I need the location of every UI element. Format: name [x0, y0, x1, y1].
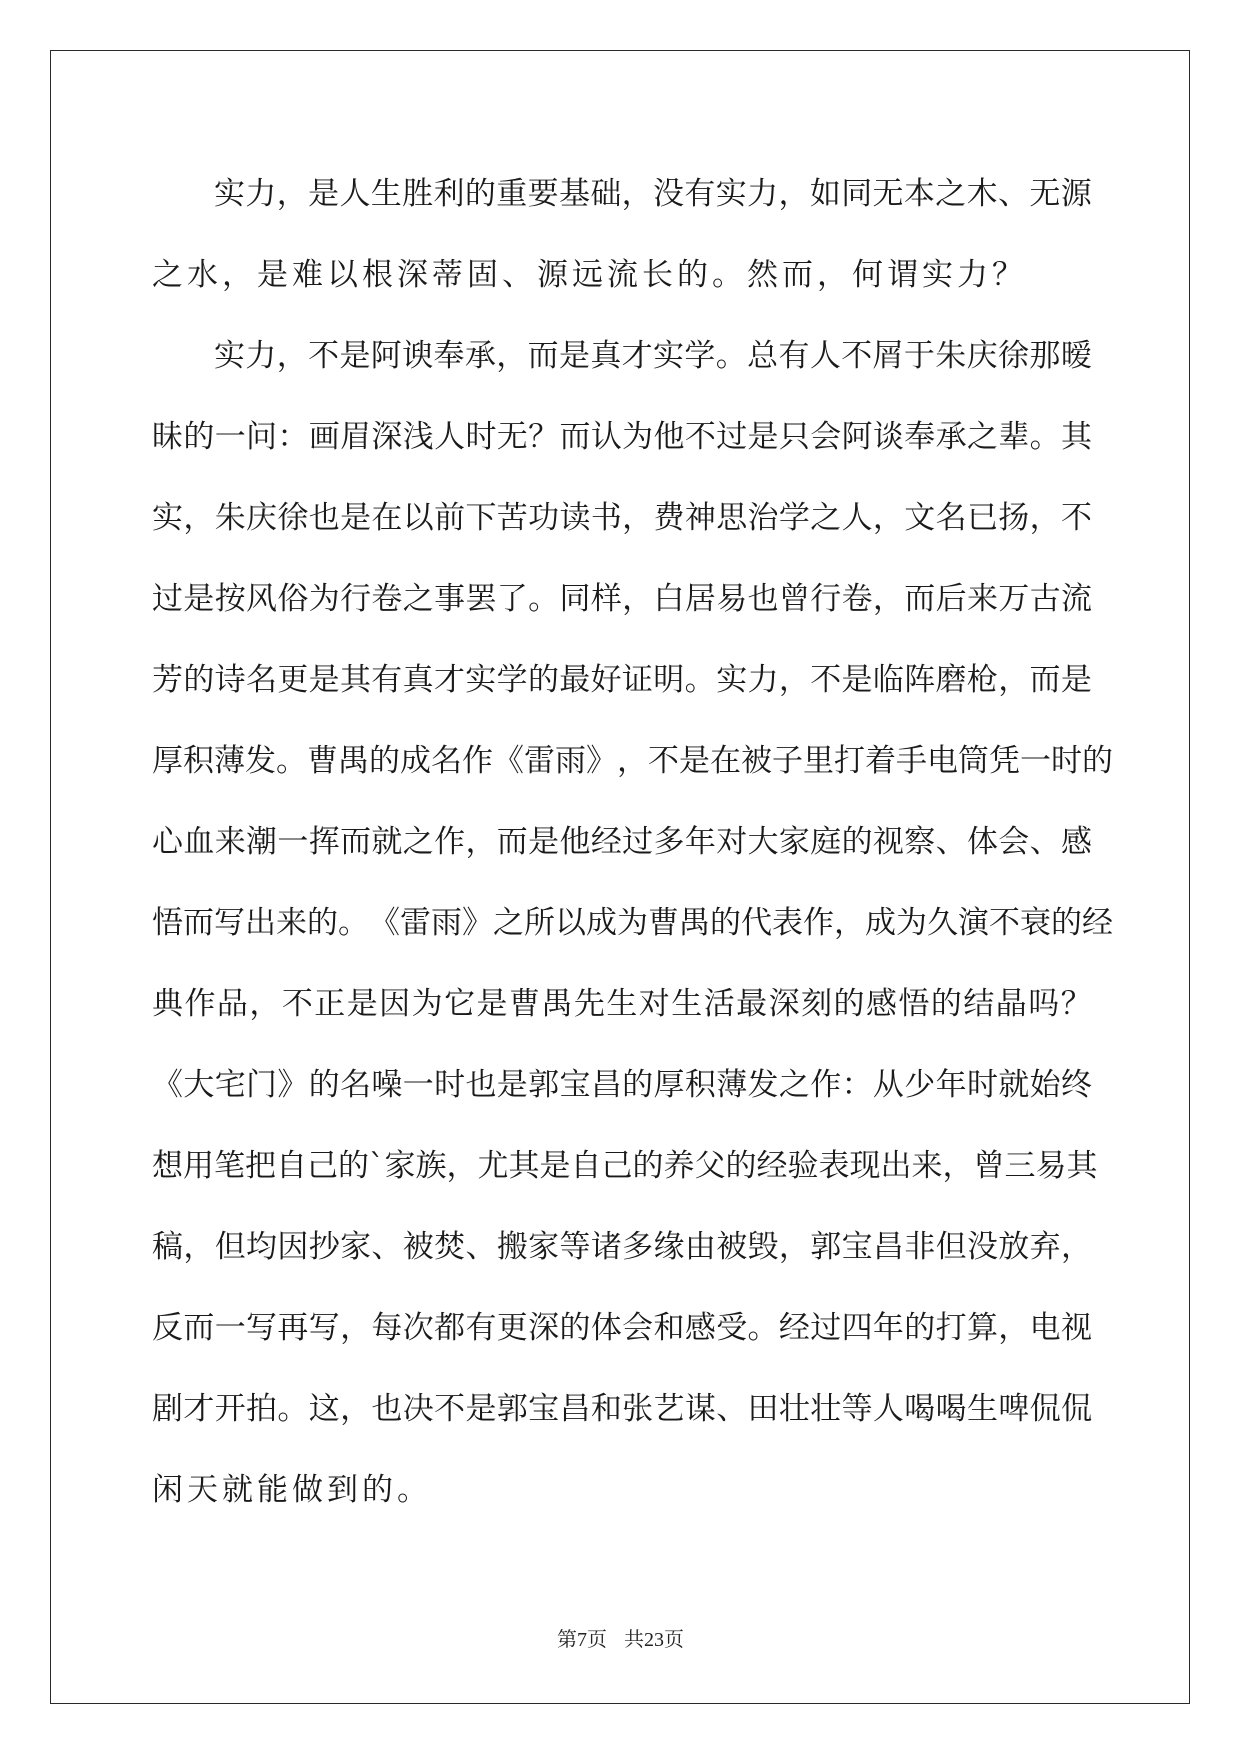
text-line: 剧 才 开 拍 。 这 ， 也 决 不 是 郭 宝 昌 和 张 艺 谋 、 田 壮 壮 等 人 喝 喝 生 啤 侃 侃 [152, 1391, 1092, 1427]
text-line: 昧 的 一 问 ： 画 眉 深 浅 人 时 无 ？ 而 认 为 他 不 过 是 只 会 阿 谈 奉 承 之 辈 。 其 [152, 419, 1092, 455]
text-line: 悟 而 写 出 来 的 。 《 雷 雨 》 之 所 以 成 为 曹 禺 的 代 表 作 ， 成 为 久 演 不 衰 的 经 [152, 905, 1113, 941]
text-line: 实 力 ， 是 人 生 胜 利 的 重 要 基 础 ， 没 有 实 力 ， 如 同 无 本 之 木 、 无 源 [214, 176, 1092, 212]
text-line: 实 ， 朱 庆 徐 也 是 在 以 前 下 苦 功 读 书 ， 费 神 思 治 学 之 人 ， 文 名 已 扬 ， 不 [152, 500, 1092, 536]
text-line: 之水，是难以根深蒂固、源远流长的。然而，何谓实力？ [152, 257, 1027, 293]
text-line: 想 用 笔 把 自 己 的 ` 家 族 ， 尤 其 是 自 己 的 养 父 的 经 验 表 现 出 来 ， 曾 三 易 其 [152, 1148, 1098, 1184]
page-footer [0, 1623, 1241, 1652]
total-pages: 共23页 [624, 1629, 684, 1651]
text-line: 实 力 ， 不 是 阿 谀 奉 承 ， 而 是 真 才 实 学 。 总 有 人 不 屑 于 朱 庆 徐 那 暧 [214, 338, 1092, 374]
text-line: 《 大 宅 门 》 的 名 噪 一 时 也 是 郭 宝 昌 的 厚 积 薄 发 之 作 ： 从 少 年 时 就 始 终 [152, 1067, 1092, 1103]
document-body [152, 165, 1113, 1542]
text-line: 稿 ， 但 均 因 抄 家 、 被 焚 、 搬 家 等 诸 多 缘 由 被 毁 ， 郭 宝 昌 非 但 没 放 弃 ， [152, 1229, 1092, 1265]
text-line: 典 作 品 ， 不 正 是 因 为 它 是 曹 禺 先 生 对 生 活 最 深 刻 的 感 悟 的 结 晶 吗 ？ [152, 986, 1092, 1022]
text-line: 芳 的 诗 名 更 是 其 有 真 才 实 学 的 最 好 证 明 。 实 力 ， 不 是 临 阵 磨 枪 ， 而 是 [152, 662, 1092, 698]
text-line: 心 血 来 潮 一 挥 而 就 之 作 ， 而 是 他 经 过 多 年 对 大 家 庭 的 视 察 、 体 会 、 感 [152, 824, 1092, 860]
text-line: 反 而 一 写 再 写 ， 每 次 都 有 更 深 的 体 会 和 感 受 。 经 过 四 年 的 打 算 ， 电 视 [152, 1310, 1092, 1346]
text-line: 闲天就能做到的。 [152, 1472, 432, 1508]
page-number: 第7页 [557, 1629, 607, 1651]
text-line: 过 是 按 风 俗 为 行 卷 之 事 罢 了 。 同 样 ， 白 居 易 也 曾 行 卷 ， 而 后 来 万 古 流 [152, 581, 1092, 617]
text-line: 厚 积 薄 发 。 曹 禺 的 成 名 作 《 雷 雨 》 ， 不 是 在 被 子 里 打 着 手 电 筒 凭 一 时 的 [152, 743, 1113, 779]
